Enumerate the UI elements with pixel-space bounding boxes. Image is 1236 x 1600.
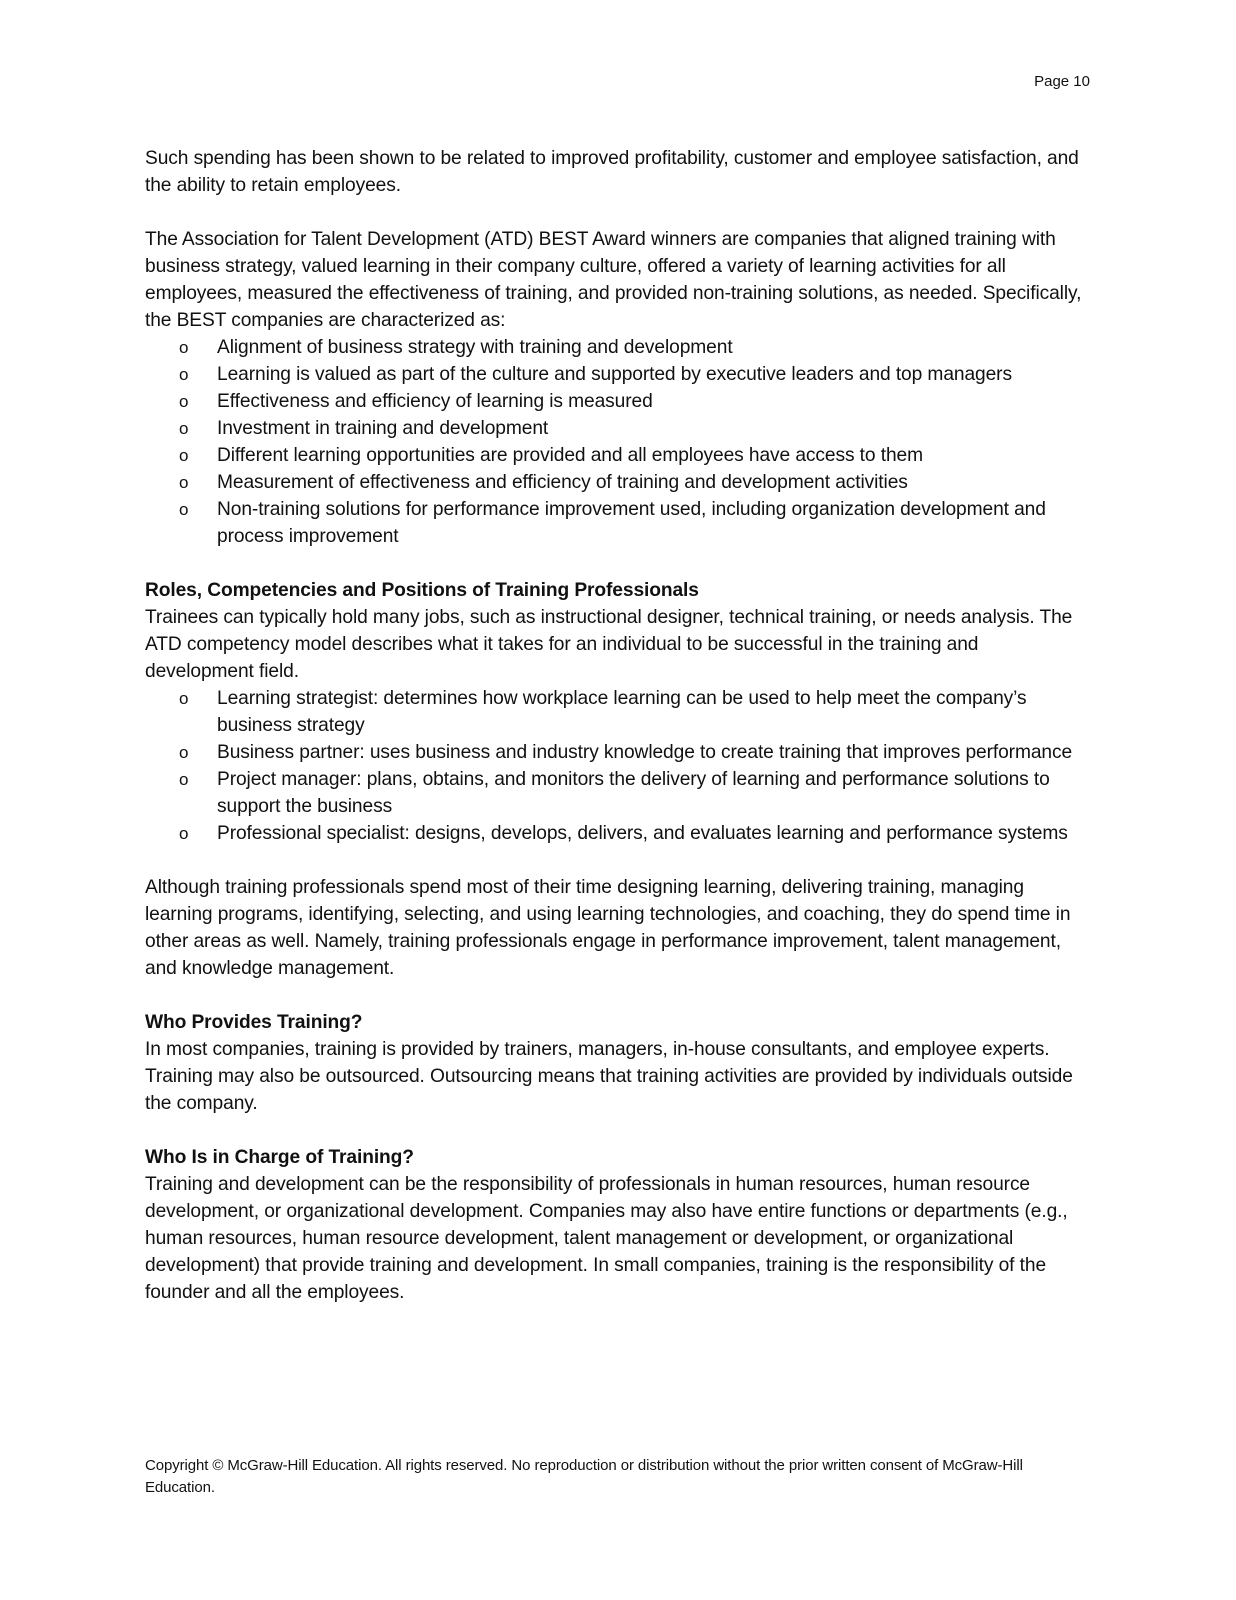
bullet-icon: o: [179, 473, 189, 492]
bullet-icon: o: [179, 500, 189, 519]
who-charge-paragraph: Training and development can be the responsibility of professionals in human resources, human resource development, or organizational development. Companies may also have entire functions or departments (e.g., human resources, human resource development, talent management or development, or organizational development) that provide training and development. In small companies, training is the responsibility of the founder and all the employees.: [145, 1174, 1068, 1303]
document-body: [145, 145, 1090, 1306]
copyright-footer: Copyright © McGraw-Hill Education. All rights reserved. No reproduction or distribution without the prior written consent of McGraw-Hill Education.: [145, 1457, 1023, 1496]
bullet-icon: o: [179, 743, 189, 762]
intro-paragraph: Such spending has been shown to be related to improved profitability, customer and employee satisfaction, and the ability to retain employees.: [145, 148, 1079, 196]
roles-heading: Roles, Competencies and Positions of Training Professionals: [145, 580, 699, 601]
best-companies-list: [145, 334, 1090, 550]
bullet-icon: o: [179, 419, 189, 438]
list-item: o Investment in training and development: [145, 415, 1090, 442]
list-item: o Alignment of business strategy with training and development: [145, 334, 1090, 361]
bullet-icon: o: [179, 392, 189, 411]
list-item: o Different learning opportunities are provided and all employees have access to them: [145, 442, 1090, 469]
list-item: o Business partner: uses business and industry knowledge to create training that improves performance: [145, 739, 1090, 766]
roles-list: [145, 685, 1090, 847]
who-provides-paragraph: In most companies, training is provided by trainers, managers, in-house consultants, and employee experts. Training may also be outsourced. Outsourcing means that training activities are provided by individuals outside the company.: [145, 1039, 1073, 1114]
time-paragraph: Although training professionals spend most of their time designing learning, delivering training, managing learning programs, identifying, selecting, and using learning technologies, and coaching, they do spend time in other areas as well. Namely, training professionals engage in performance improvement, talent management, and knowledge management.: [145, 877, 1071, 979]
bullet-icon: o: [179, 338, 189, 357]
bullet-icon: o: [179, 824, 189, 843]
list-item: o Non-training solutions for performance improvement used, including organization development and process improvement: [145, 496, 1090, 550]
list-item: o Learning strategist: determines how workplace learning can be used to help meet the company’s business strategy: [145, 685, 1090, 739]
page-number: Page 10: [1034, 73, 1090, 90]
bullet-icon: o: [179, 365, 189, 384]
bullet-icon: o: [179, 770, 189, 789]
list-item: o Measurement of effectiveness and efficiency of training and development activities: [145, 469, 1090, 496]
who-charge-heading: Who Is in Charge of Training?: [145, 1147, 414, 1168]
list-item: o Professional specialist: designs, develops, delivers, and evaluates learning and performance systems: [145, 820, 1090, 847]
best-paragraph: The Association for Talent Development (ATD) BEST Award winners are companies that aligned training with business strategy, valued learning in their company culture, offered a variety of learning activities for all employees, measured the effectiveness of training, and provided non-training solutions, as needed. Specifically, the BEST companies are characterized as:: [145, 229, 1082, 331]
list-item: o Effectiveness and efficiency of learning is measured: [145, 388, 1090, 415]
who-provides-heading: Who Provides Training?: [145, 1012, 363, 1033]
bullet-icon: o: [179, 689, 189, 708]
list-item: o Project manager: plans, obtains, and monitors the delivery of learning and performance solutions to support the business: [145, 766, 1090, 820]
list-item: o Learning is valued as part of the culture and supported by executive leaders and top managers: [145, 361, 1090, 388]
bullet-icon: o: [179, 446, 189, 465]
roles-paragraph: Trainees can typically hold many jobs, such as instructional designer, technical training, or needs analysis. The ATD competency model describes what it takes for an individual to be successful in the training and development field.: [145, 607, 1073, 682]
